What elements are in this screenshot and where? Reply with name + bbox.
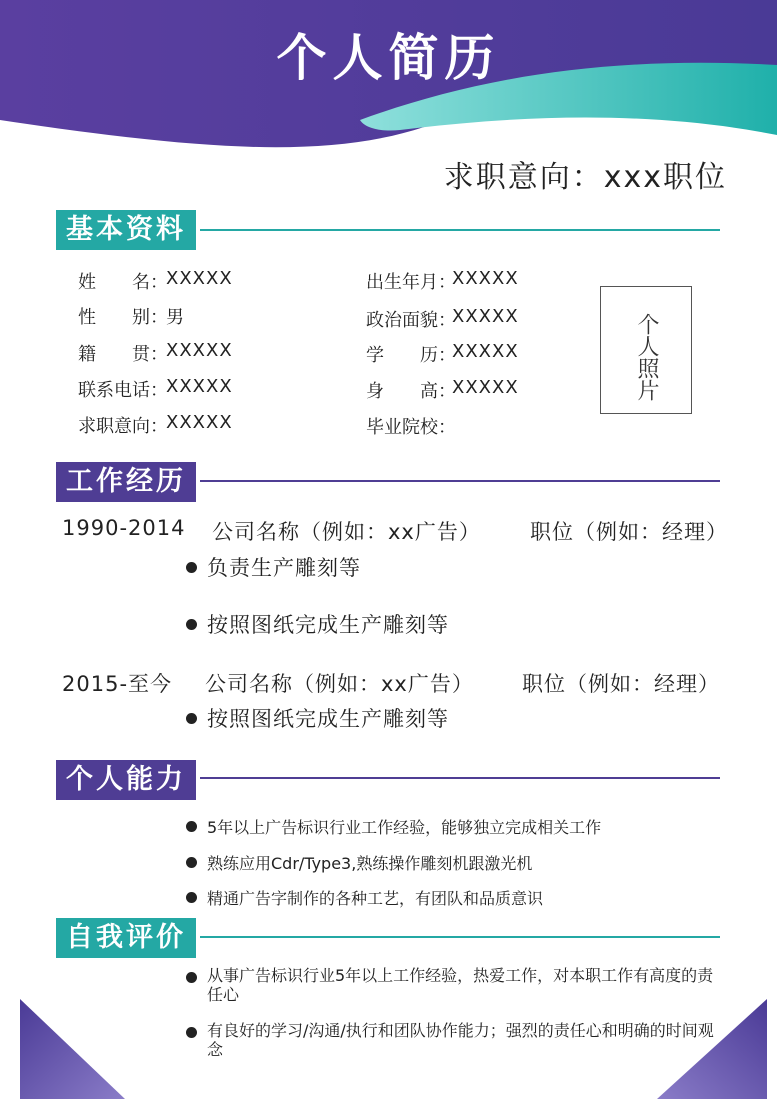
section-ability-divider (200, 777, 720, 779)
value-political: XXXXX (452, 306, 519, 327)
self-item-1 (186, 966, 727, 1004)
section-basic-info-heading: 基本资料 (56, 210, 196, 250)
resume-title: 个人简历 (276, 29, 501, 87)
corner-decoration-left (0, 999, 130, 1099)
work-1-company: 公司名称（例如：xx广告） (212, 520, 481, 544)
label-job-intent: 求职意向： (78, 416, 168, 437)
section-ability-heading: 个人能力 (56, 760, 196, 800)
work-2-period: 2015-至今 (62, 672, 173, 696)
bullet-dot (186, 1027, 197, 1038)
value-birth: XXXXX (452, 268, 519, 289)
bullet-dot (186, 821, 197, 832)
bullet-dot (186, 562, 197, 573)
self-item-2 (186, 1021, 727, 1059)
corner-decoration-right (657, 999, 777, 1099)
label-school: 毕业院校： (366, 417, 456, 438)
bullet-dot (186, 892, 197, 903)
label-birth: 出生年月： (366, 272, 456, 293)
label-gender: 性 别： (78, 307, 168, 328)
label-hometown: 籍 贯： (78, 344, 168, 365)
label-phone: 联系电话： (78, 380, 168, 401)
bullet-dot (186, 857, 197, 868)
label-education: 学 历： (366, 345, 456, 366)
label-height: 身 高： (366, 381, 456, 402)
job-intent-heading: 求职意向：xxx职位 (443, 160, 727, 195)
value-education: XXXXX (452, 341, 519, 362)
section-work-heading: 工作经历 (56, 462, 196, 502)
ability-item-3 (186, 886, 543, 909)
duty-text: 负责生产雕刻等 (207, 556, 361, 580)
duty-text: 按照图纸完成生产雕刻等 (207, 707, 449, 731)
section-work-divider (200, 480, 720, 482)
self-text: 有良好的学习/沟通/执行和团队协作能力；强烈的责任心和明确的时间观念 (207, 1021, 714, 1059)
self-text: 从事广告标识行业5年以上工作经验，热爱工作，对本职工作有高度的责任心 (207, 966, 714, 1004)
label-name: 姓 名： (78, 272, 168, 293)
label-political: 政治面貌： (366, 310, 456, 331)
work-1-period: 1990-2014 (62, 516, 186, 540)
value-name: XXXXX (166, 268, 233, 289)
work-1-position: 职位（例如：经理） (530, 520, 728, 544)
work-2-position: 职位（例如：经理） (522, 672, 720, 696)
work-1-duty-2 (186, 609, 449, 639)
work-2-duty-1 (186, 703, 449, 733)
photo-placeholder (600, 286, 692, 414)
ability-item-2 (186, 851, 532, 874)
bullet-dot (186, 619, 197, 630)
ability-text: 精通广告字制作的各种工艺，有团队和品质意识 (207, 889, 544, 908)
duty-text: 按照图纸完成生产雕刻等 (207, 613, 449, 637)
value-job-intent: XXXXX (166, 412, 233, 433)
bullet-dot (186, 972, 197, 983)
value-hometown: XXXXX (166, 340, 233, 361)
section-basic-divider (200, 229, 720, 231)
value-height: XXXXX (452, 377, 519, 398)
ability-text: 熟练应用Cdr/Type3,熟练操作雕刻机跟激光机 (207, 854, 533, 873)
value-gender: 男 (166, 307, 185, 328)
photo-placeholder-label: 个人照片 (634, 313, 659, 401)
work-1-duty-1 (186, 552, 361, 582)
ability-item-1 (186, 815, 601, 838)
bullet-dot (186, 713, 197, 724)
ability-text: 5年以上广告标识行业工作经验，能够独立完成相关工作 (207, 818, 602, 837)
work-2-company: 公司名称（例如：xx广告） (205, 672, 474, 696)
value-phone: XXXXX (166, 376, 233, 397)
section-self-divider (200, 936, 720, 938)
section-self-heading: 自我评价 (56, 918, 196, 958)
